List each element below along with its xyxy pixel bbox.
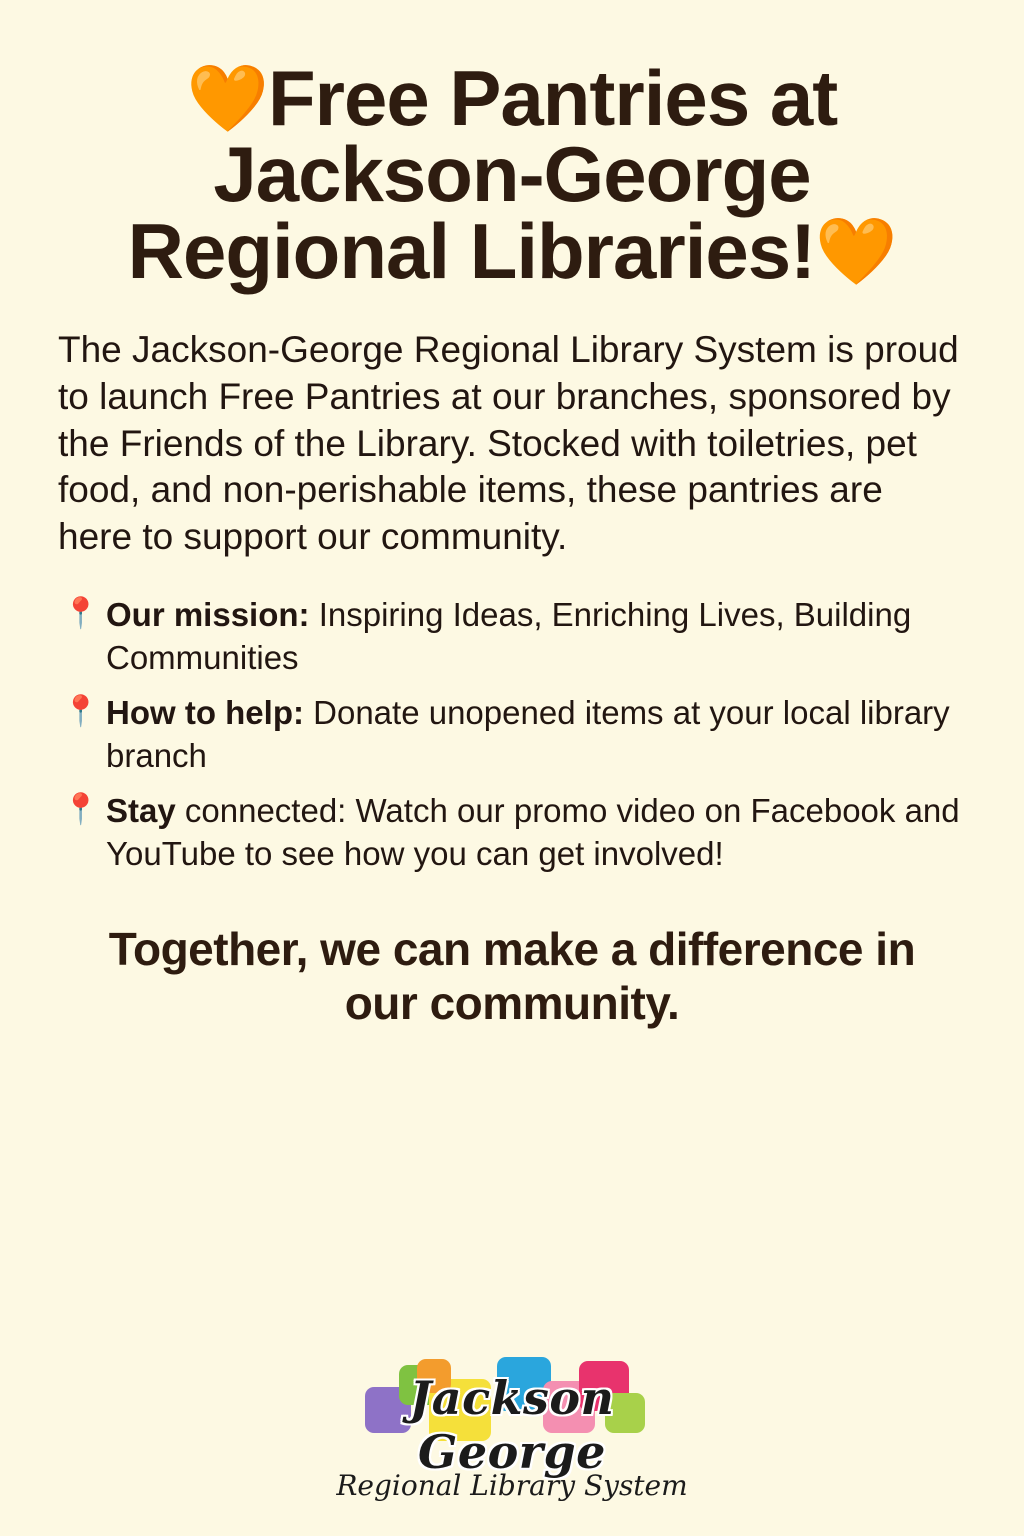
list-item-body: Donate unopened items at your local library branch	[106, 694, 950, 775]
list-item-body: connected: Watch our promo video on Facebook and YouTube to see how you can get involved!	[106, 791, 960, 872]
list-item	[62, 594, 962, 680]
intro-paragraph: The Jackson-George Regional Library System is proud to launch Free Pantries at our branches, sponsored by the Friends of the Library. Stocked with toiletries, pet food, and non-perishable items, these pantries are here to support our community.	[58, 329, 959, 557]
closing-statement: Together, we can make a difference in our community.	[108, 922, 916, 1029]
orange-heart-icon-2: 🧡	[815, 213, 897, 288]
pin-icon: 📍	[62, 792, 100, 826]
list-item-label: How to help:	[106, 694, 304, 732]
list-item-text	[106, 692, 962, 778]
pin-icon: 📍	[62, 597, 100, 631]
list-item-label: Our mission:	[106, 596, 310, 634]
logo-subtitle: Regional Library System	[336, 1469, 688, 1502]
list-item-text	[106, 594, 962, 680]
list-item	[62, 692, 962, 778]
pin-icon: 📍	[62, 695, 100, 729]
bullet-list	[62, 594, 962, 875]
logo-script-text: Jackson George	[409, 1371, 615, 1479]
page-title	[40, 54, 984, 295]
orange-heart-icon: 🧡	[186, 61, 268, 136]
list-item-body: Inspiring Ideas, Enriching Lives, Building Communities	[106, 596, 912, 677]
list-item-label: Stay	[106, 791, 176, 829]
list-item	[62, 790, 962, 876]
logo	[0, 1347, 1024, 1502]
list-item-text	[106, 790, 962, 876]
logo-mark	[347, 1347, 677, 1479]
page-title-text: Free Pantries at Jackson-George Regional Libraries!	[127, 54, 838, 295]
